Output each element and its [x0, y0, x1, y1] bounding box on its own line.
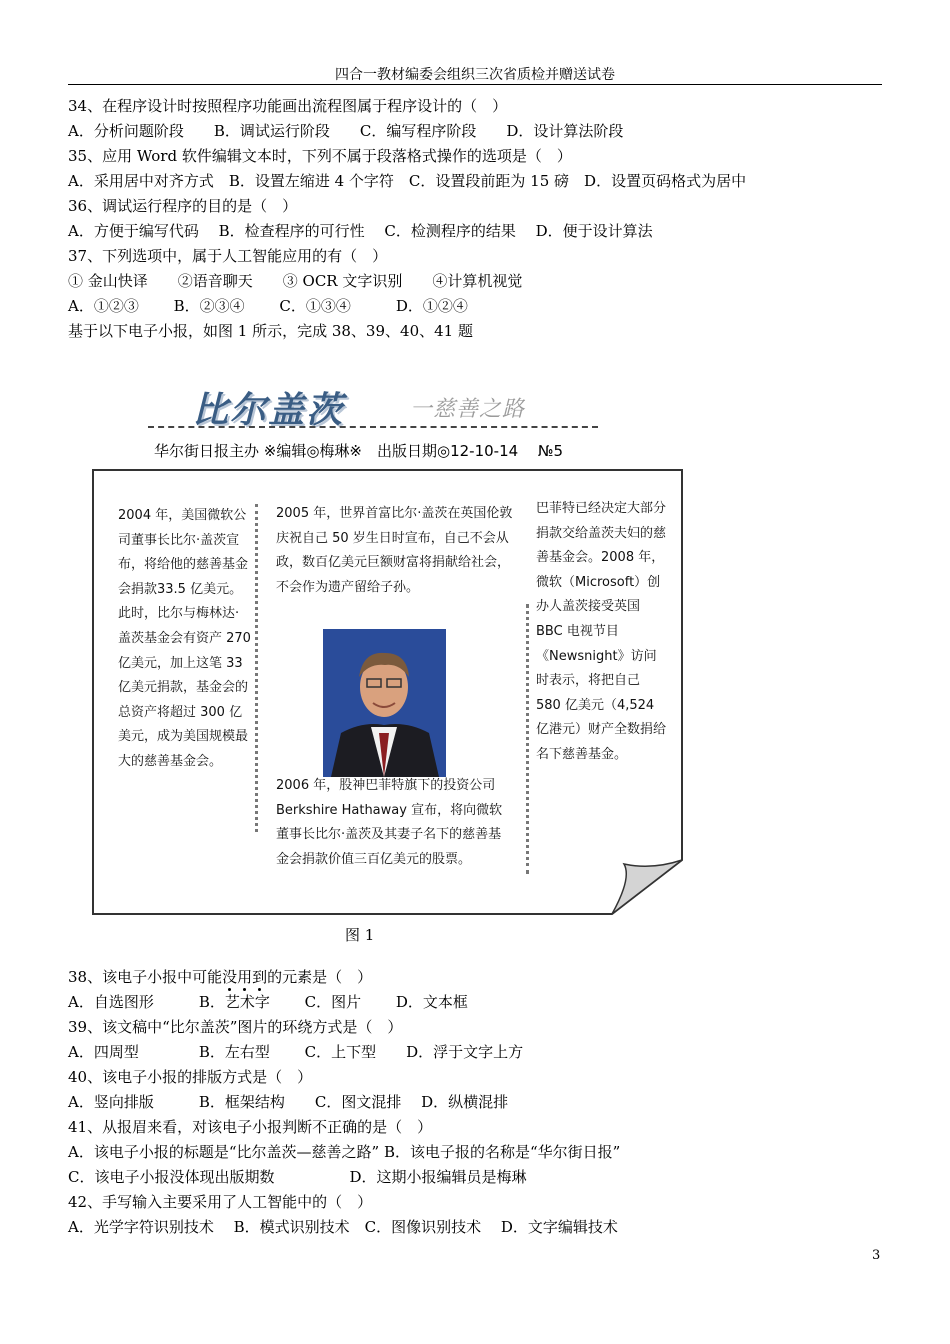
question-41-options-ab: A．该电子小报的标题是“比尔盖茨—慈善之路” B．该电子报的名称是“华尔街日报”	[68, 1143, 621, 1161]
newspaper-masthead-sub: 一慈善之路	[410, 397, 526, 422]
newspaper-issue-line: 华尔街日报主办 ※编辑◎梅琳※ 出版日期◎12-10-14 №5	[154, 442, 564, 460]
question-37-options: A．①②③ B．②③④ C．①③④ D．①②④	[68, 297, 468, 315]
masthead-rule	[148, 426, 598, 428]
question-38-text-end: 的元素是（ ）	[267, 968, 373, 986]
column-divider-2	[526, 604, 529, 874]
question-35: 35、应用 Word 软件编辑文本时，下列不属于段落格式操作的选项是（ ）	[68, 147, 572, 165]
column-divider-1	[255, 504, 258, 832]
question-36-options: A．方便于编写代码 B．检查程序的可行性 C．检测程序的结果 D．便于设计算法	[68, 222, 653, 240]
header-rule	[68, 84, 882, 85]
figure-intro: 基于以下电子小报，如图 1 所示，完成 38、39、40、41 题	[68, 322, 473, 340]
question-38-options: A．自选图形 B．艺术字 C．图片 D．文本框	[68, 993, 468, 1011]
question-37-items: ① 金山快译 ②语音聊天 ③ OCR 文字识别 ④计算机视觉	[68, 272, 523, 290]
question-38-text-start: 38、该电子小报中可能	[68, 968, 223, 986]
article-column-2: 2005 年，世界首富比尔·盖茨在英国伦敦庆祝自己 50 岁生日时宣布，自己不会从政，数百亿美元巨额财富将捐献给社会，不会作为遗产留给子孙。	[276, 506, 513, 595]
question-36: 36、调试运行程序的目的是（ ）	[68, 197, 298, 215]
bill-gates-photo	[323, 629, 446, 777]
figure-caption: 图 1	[345, 926, 375, 944]
question-42: 42、手写输入主要采用了人工智能中的（ ）	[68, 1193, 373, 1211]
question-34-options: A．分析问题阶段 B．调试运行阶段 C．编写程序阶段 D．设计算法阶段	[68, 122, 624, 140]
question-34: 34、在程序设计时按照程序功能画出流程图属于程序设计的（ ）	[68, 97, 508, 115]
question-39: 39、该文稿中“比尔盖茨”图片的环绕方式是（ ）	[68, 1018, 403, 1036]
page-number: 3	[872, 1248, 881, 1263]
article-column-3: 巴菲特已经决定大部分捐款交给盖茨夫妇的慈善基金会。2008 年，微软（Microsoft）创办人盖茨接受英国 BBC 电视节目《Newsnight》访问时表示，将把自己 580 亿美元（4,524 亿港元）财产全数捐给名下慈善基金。	[536, 501, 667, 762]
question-38-emphasis: 没用到	[222, 968, 268, 986]
article-column-1: 2004 年，美国微软公司董事长比尔·盖茨宣布，将给他的慈善基金会捐款33.5 亿美元。此时，比尔与梅林达·盖茨基金会有资产 270 亿美元，加上这笔 33 亿美元捐款，基金会的总资产将超过 300 亿美元，成为美国规模最大的慈善基金会。	[118, 508, 251, 769]
question-37: 37、下列选项中，属于人工智能应用的有（ ）	[68, 247, 388, 265]
question-39-options: A．四周型 B．左右型 C．上下型 D．浮于文字上方	[68, 1043, 524, 1061]
page-header: 四合一教材编委会组织三次省质检并赠送试卷	[335, 67, 615, 83]
newspaper-masthead: 比尔盖茨	[192, 390, 345, 431]
question-42-options: A．光学字符识别技术 B．模式识别技术 C．图像识别技术 D．文字编辑技术	[68, 1218, 618, 1236]
question-40-options: A．竖向排版 B．框架结构 C．图文混排 D．纵横混排	[68, 1093, 509, 1111]
article-column-2b: 2006 年，股神巴菲特旗下的投资公司 Berkshire Hathaway 宣布，将向微软董事长比尔·盖茨及其妻子名下的慈善基金会捐款价值三百亿美元的股票。	[276, 778, 503, 867]
question-41: 41、从报眉来看，对该电子小报判断不正确的是（ ）	[68, 1118, 433, 1136]
question-38	[68, 966, 372, 988]
question-40: 40、该电子小报的排版方式是（ ）	[68, 1068, 313, 1086]
newspaper-figure	[92, 372, 692, 922]
question-41-options-cd: C．该电子小报没体现出版期数 D．这期小报编辑员是梅琳	[68, 1168, 527, 1186]
question-35-options: A．采用居中对齐方式 B．设置左缩进 4 个字符 C．设置段前距为 15 磅 D．设置页码格式为居中	[68, 172, 747, 190]
